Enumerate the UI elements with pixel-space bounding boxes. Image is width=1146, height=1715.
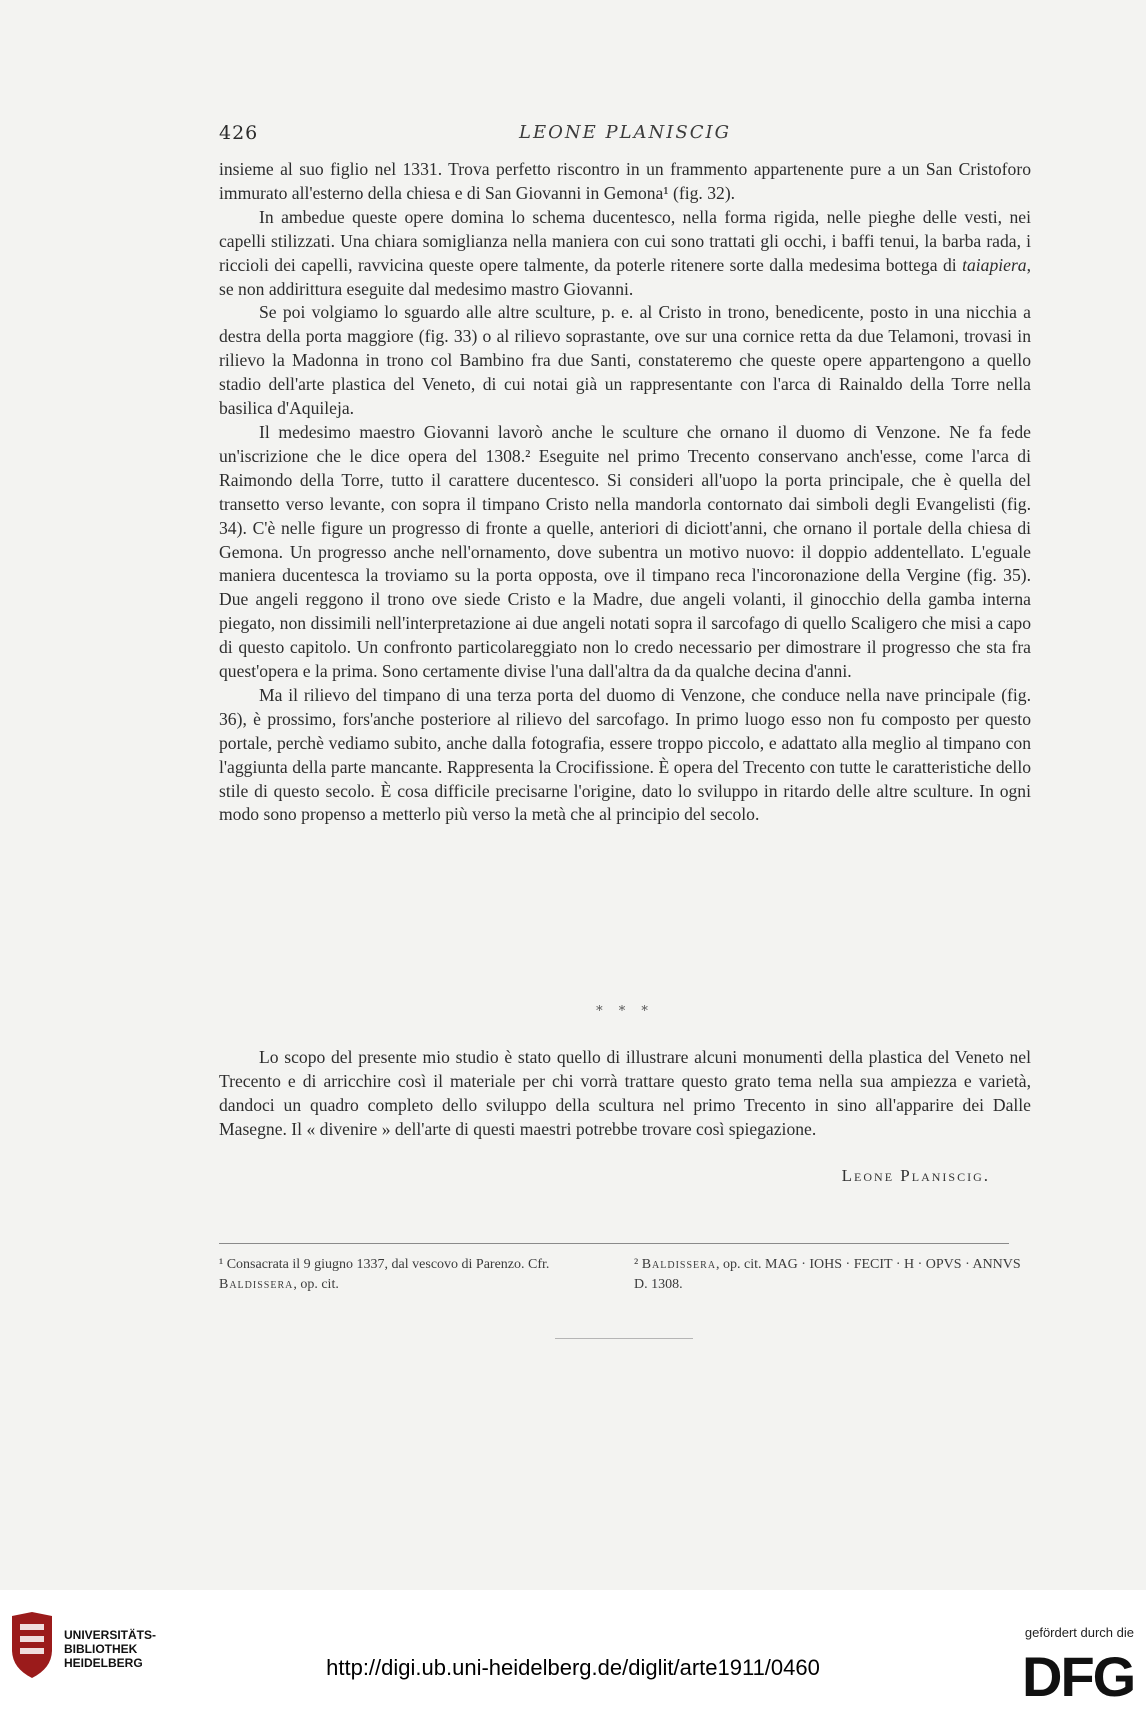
dfg-logo-text: DFG bbox=[1022, 1645, 1135, 1704]
footnote-2-text: , op. cit. MAG · IOHS · FECIT · H · OPVS · ANNVS D. 1308. bbox=[634, 1257, 1021, 1292]
end-rule bbox=[555, 1338, 693, 1339]
author-signature: Leone Planiscig. bbox=[841, 1166, 990, 1185]
footnote-divider bbox=[219, 1243, 1009, 1244]
section-separator: * * * bbox=[596, 1004, 654, 1019]
permalink-url[interactable]: http://digi.ub.uni-heidelberg.de/diglit/arte1911/0460 bbox=[326, 1655, 820, 1680]
italic-term: taiapiera bbox=[962, 254, 1027, 275]
footnote-1-end: , op. cit. bbox=[293, 1277, 339, 1292]
footnote-2-author: Baldissera bbox=[641, 1257, 717, 1272]
library-name-line-3: HEIDELBERG bbox=[64, 1656, 143, 1670]
funding-label: gefördert durch die bbox=[1024, 1625, 1134, 1640]
body-text bbox=[219, 158, 1031, 827]
running-title: LEONE PLANISCIG bbox=[519, 122, 731, 143]
viewer-footer bbox=[0, 1590, 1146, 1715]
footnotes bbox=[219, 1255, 1031, 1305]
conclusion-paragraph: Lo scopo del presente mio studio è stato quello di illustrare alcuni monumenti della plastica del Veneto nel Trecento e di arricchire così il materiale per chi vorrà trattare questo grato tema nella sua ampiezza e varietà, dandoci un quadro completo dello sviluppo della scultura nel primo Trecento in sino all'apparire dei Dalle Masegne. Il « divenire » dell'arte di questi maestri potrebbe trovare così spiegazione. bbox=[219, 1047, 1031, 1139]
paragraph-1: insieme al suo figlio nel 1331. Trova perfetto riscontro in un frammento appartenente pure a un San Cristoforo immurato all'esterno della chiesa e di San Giovanni in Gemona¹ (fig. 32). bbox=[219, 159, 1031, 203]
paragraph-3: Se poi volgiamo lo sguardo alle altre sculture, p. e. al Cristo in trono, benedicente, posto in una nicchia a destra della porta maggiore (fig. 33) o al rilievo soprastante, ove sur una cornice retta da due Telamoni, trovasi in rilievo la Madonna in trono col Bambino fra due Santi, constateremo che queste opere appartengono a quello stadio dell'arte plastica del Veneto, di cui notai già un rappresentante con l'arca di Rainaldo della Torre nella basilica d'Aquileja. bbox=[219, 302, 1031, 419]
footnote-2 bbox=[634, 1255, 1034, 1295]
conclusion-text bbox=[219, 1046, 1031, 1142]
footnote-1-author: Baldissera bbox=[219, 1277, 294, 1292]
paragraph-2-start: In ambedue queste opere domina lo schema ducentesco, nella forma rigida, nelle pieghe delle vesti, nei capelli stilizzati. Una chiara somiglianza nella maniera con cui sono trattati gli occhi, i baffi tenui, la barba rada, i riccioli dei capelli, ravvicina queste opere talmente, da poterle ritenere sorte dalla medesima bottega di bbox=[219, 206, 1031, 275]
page-number: 426 bbox=[219, 122, 259, 144]
library-name-line-2: BIBLIOTHEK bbox=[64, 1642, 138, 1656]
paragraph-2 bbox=[219, 206, 1031, 302]
paragraph-4: Il medesimo maestro Giovanni lavorò anche le sculture che ornano il duomo di Venzone. Ne fa fede un'iscrizione che le dice opera del 1308.² Eseguite nel primo Trecento conservano anch'esse, come l'arca di Raimondo della Torre, tutto il carattere ducentesco. Si consideri all'uopo la porta principale, che è quella del transetto verso levante, con sopra il timpano Cristo nella mandorla contornato dai simboli degli Evangelisti (fig. 34). C'è nelle figure un progresso di fronte a quelle, anteriori di diciott'anni, che ornano il portale della chiesa di Gemona. Un progresso anche nell'ornamento, dove subentra un motivo nuovo: il doppio addentellato. L'eguale maniera ducentesca la troviamo su la porta opposta, ove il timpano reca l'incoronazione della Vergine (fig. 35). Due angeli reggono il trono ove siede Cristo e la Madre, due angeli volanti, il ginocchio della gamba interna piegato, non dissimili nell'interpretazione ai due angeli notati sopra il sarcofago di quello Scaligero che misi a capo di questo capitolo. Un confronto particolareggiato non lo credo necessario per dimostrare il progresso che sta fra quest'opera e la prima. Sono certamente divise l'una dall'altra da da qualche decina d'anni. bbox=[219, 421, 1031, 682]
library-name-line-1: UNIVERSITÄTS- bbox=[64, 1628, 157, 1642]
paragraph-2-end: , se non addirittura eseguite dal medesimo mastro Giovanni. bbox=[219, 254, 1031, 299]
footnote-1-text: ¹ Consacrata il 9 giugno 1337, dal vescovo di Parenzo. Cfr. bbox=[219, 1257, 550, 1272]
paragraph-5: Ma il rilievo del timpano di una terza porta del duomo di Venzone, che conduce nella nave principale (fig. 36), è prossimo, fors'anche posteriore al rilievo del sarcofago. In primo luogo esso non fu composto per questo portale, perchè vediamo subito, anche dalla fotografia, essere troppo piccolo, e adattato alla meglio al timpano con l'aggiunta della parte mancante. Rappresenta la Crocifissione. È opera del Trecento con tutte le caratteristiche dello stile di questo secolo. È cosa difficile precisarne l'origine, dato lo sviluppo in ritardo delle altre sculture. In ogni modo sono propenso a metterlo più verso la metà che al principio del secolo. bbox=[219, 684, 1031, 825]
running-head bbox=[219, 122, 1031, 146]
footnote-1 bbox=[219, 1255, 609, 1295]
dfg-logo-icon bbox=[1020, 1644, 1138, 1704]
footnote-2-mark: ² bbox=[634, 1257, 642, 1272]
